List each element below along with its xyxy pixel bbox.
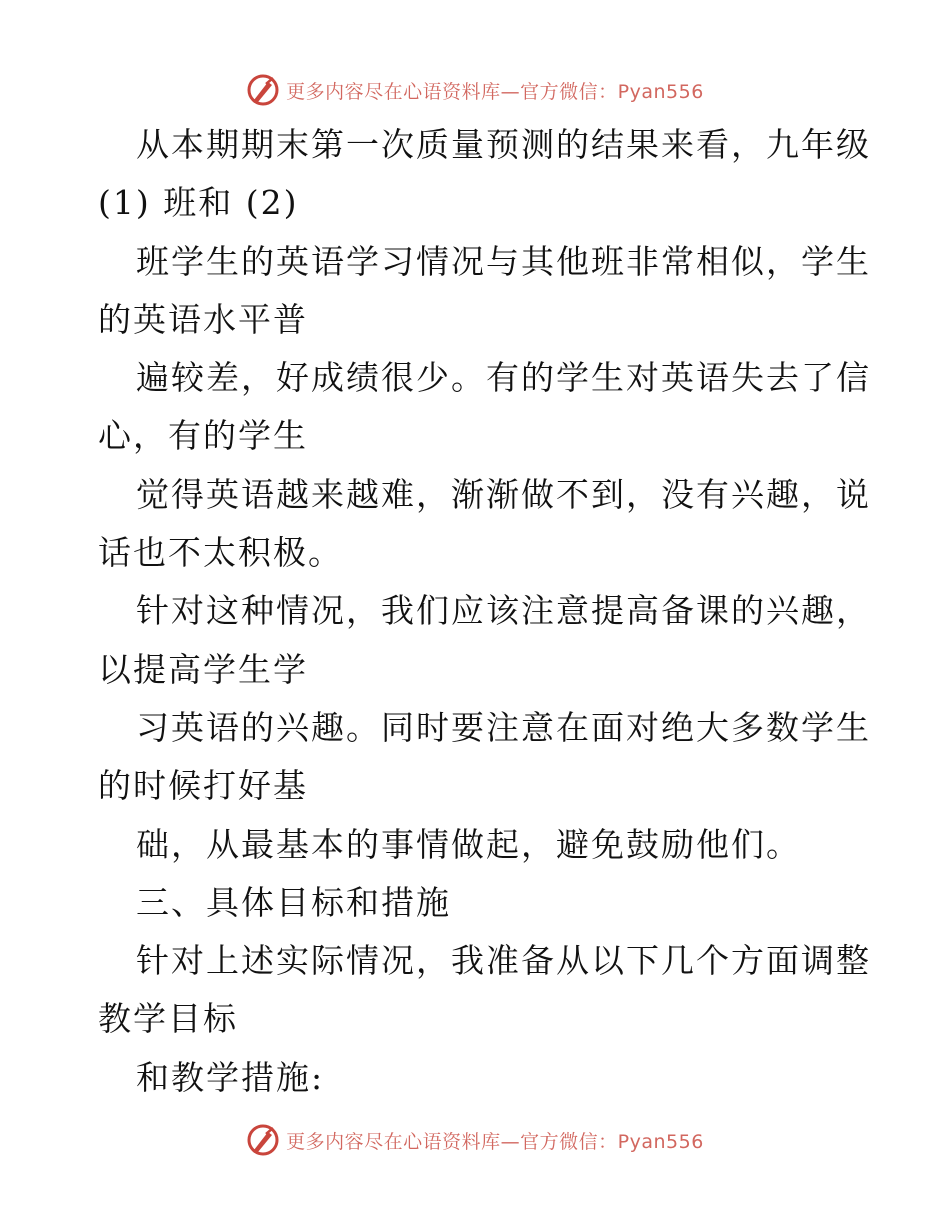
text-line: 班学生的英语学习情况与其他班非常相似，学生: [136, 241, 871, 281]
text-line: 从本期期末第一次质量预测的结果来看，九年级: [136, 125, 871, 164]
text-line: 习英语的兴趣。同时要注意在面对绝大多数学生: [136, 707, 871, 747]
watermark-text: 更多内容尽在心语资料库—官方微信：Pyan556: [286, 80, 704, 103]
text-line: 话也不太积极。: [98, 533, 343, 573]
text-line: 的时候打好基: [98, 766, 308, 806]
text-line: 针对上述实际情况，我准备从以下几个方面调整: [136, 941, 871, 981]
section-heading: 三、具体目标和措施: [136, 882, 451, 922]
text-line: 遍较差，好成绩很少。有的学生对英语失去了信: [136, 358, 871, 398]
text-line: 针对这种情况，我们应该注意提高备课的兴趣，: [136, 591, 871, 631]
text-line: 教学目标: [98, 999, 238, 1039]
header-watermark: [0, 70, 950, 110]
quill-logo-icon: [246, 1123, 280, 1157]
document-body: [98, 116, 871, 1107]
text-line: 的英语水平普: [98, 299, 308, 339]
watermark-text: 更多内容尽在心语资料库—官方微信：Pyan556: [286, 1130, 704, 1153]
text-line: 以提高学生学: [98, 649, 308, 689]
footer-watermark: [0, 1120, 950, 1160]
quill-logo-icon: [246, 73, 280, 107]
text-line: 觉得英语越来越难，渐渐做不到，没有兴趣，说: [136, 474, 871, 514]
text-line: 础，从最基本的事情做起，避免鼓励他们。: [136, 824, 801, 864]
text-line: 和教学措施:: [136, 1057, 325, 1097]
text-line: 心，有的学生: [98, 416, 308, 456]
text-line: (1) 班和 (2): [98, 183, 299, 223]
